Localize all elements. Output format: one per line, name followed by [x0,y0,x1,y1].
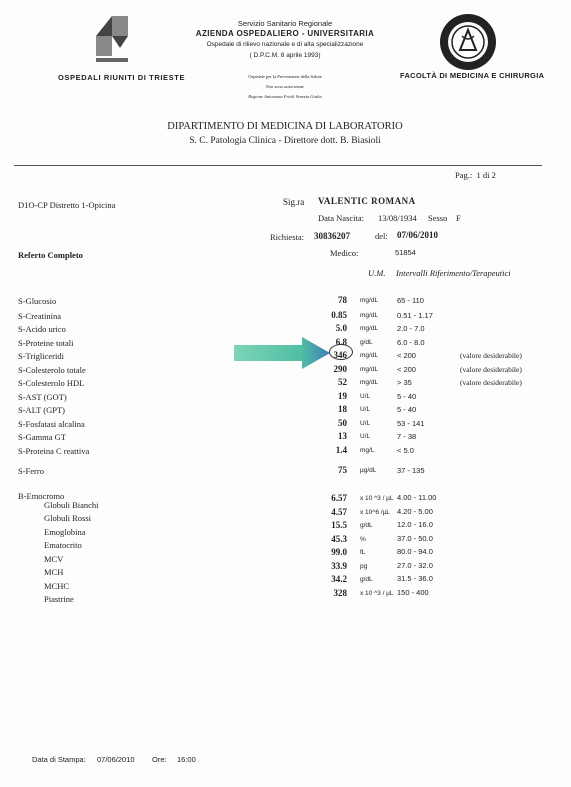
emocromo-unit: x 10 ^3 / µL [360,495,394,502]
highlight-circle [329,344,353,360]
patient-district: D1O-CP Distretto 1-Opicina [18,200,116,210]
emocromo-value: 34.2 [331,574,347,584]
result-range: < 200 [397,365,416,374]
request-number: 30836207 [314,231,350,241]
emocromo-name: Ematocrito [44,540,82,550]
result-name: S-Glucosio [18,296,57,306]
result-unit: mg/dL [360,379,379,386]
request-label: Richiesta: [270,232,304,242]
result-name: S-Gamma GT [18,432,66,442]
result-name: S-Trigliceridi [18,351,64,361]
emocromo-range: 12.0 - 16.0 [397,520,433,529]
result-unit: mg/dL [360,352,379,359]
result-value: 19 [338,391,347,401]
ospedale-description: Ospedale di rilievo nazionale e di alta specializzazione [206,41,364,48]
result-value: 346 [333,350,347,360]
result-range: 5 - 40 [397,405,417,414]
result-unit: U/L [360,393,371,400]
medico-code: 51854 [395,248,416,257]
result-value: 13 [338,431,347,441]
result-value: 52 [338,377,347,387]
emocromo-range: 4.20 - 5.00 [397,507,433,516]
result-unit: mg/dL [360,325,379,332]
page-number: Pag.: 1 di 2 [455,170,496,180]
result-name: S-Creatinina [18,311,61,321]
result-value: 6.8 [335,337,347,347]
emocromo-value: 33.9 [331,561,347,571]
result-unit: U/L [360,433,371,440]
result-range: 2.0 - 7.0 [397,324,425,333]
header-small-line: Ospedale per la Prevenzione della Salute [248,74,322,79]
result-range: 53 - 141 [397,419,425,428]
emocromo-value: 45.3 [331,534,347,544]
emocromo-value: 99.0 [331,547,347,557]
emocromo-value: 15.5 [331,520,347,530]
emocromo-range: 37.0 - 50.0 [397,534,433,543]
print-time-label: Ore: [152,755,167,764]
region-service: Servizio Sanitario Regionale [237,19,333,28]
emocromo-unit: % [360,536,366,543]
result-range: < 5.0 [397,446,414,455]
emocromo-name: MCHC [44,581,70,591]
department-title: DIPARTIMENTO DI MEDICINA DI LABORATORIO [167,121,403,132]
emocromo-range: 150 - 400 [397,588,429,597]
result-range: 37 - 135 [397,466,425,475]
result-unit: mg/dL [360,366,379,373]
header-divider [14,165,542,166]
emocromo-unit: pg [360,563,368,570]
result-value: 78 [338,295,347,305]
result-range: 7 - 38 [397,432,417,441]
emocromo-unit: g/dL [360,522,373,529]
result-range: < 200 [397,351,416,360]
result-name: S-Acido urico [18,324,66,334]
emocromo-range: 4.00 - 11.00 [397,493,437,502]
sex-label: Sesso [428,213,448,223]
result-value: 1.4 [335,445,347,455]
request-date-label: del: [375,231,388,241]
result-name: S-ALT (GPT) [18,405,65,415]
emocromo-value: 6.57 [331,493,347,503]
result-range: > 35 [397,378,412,387]
emocromo-range: 27.0 - 32.0 [397,561,433,570]
highlight-arrow-icon [232,335,332,371]
result-range: 65 - 110 [397,296,424,305]
header-handwritten: Non sono autorizzate [265,84,305,89]
result-unit: U/L [360,406,371,413]
patient-title: Sig.ra [283,197,305,207]
result-note: (valore desiderabile) [460,351,522,360]
result-name: S-Proteine totali [18,338,74,348]
emocromo-unit: fL [360,549,366,556]
print-time: 16:00 [177,755,196,764]
column-um: U.M. [368,268,386,278]
emocromo-name: Globuli Bianchi [44,500,99,510]
emocromo-value: 328 [333,588,347,598]
report-type: Referto Completo [18,250,83,260]
result-range: 6.0 - 8.0 [397,338,425,347]
result-value: 0.85 [331,310,347,320]
result-name: S-Fosfatasi alcalina [18,419,85,429]
request-date: 07/06/2010 [397,230,439,240]
result-name: S-Ferro [18,466,44,476]
emocromo-name: MCV [44,554,64,564]
emocromo-name: Globuli Rossi [44,513,91,523]
result-unit: µg/dL [360,467,377,474]
emocromo-name: MCH [44,567,64,577]
result-unit: mg/dL [360,297,379,304]
emocromo-name: Piastrine [44,594,74,604]
result-value: 18 [338,404,347,414]
result-range: 5 - 40 [397,392,417,401]
result-value: 50 [338,418,347,428]
azienda-name: AZIENDA OSPEDALIERO - UNIVERSITARIA [195,29,375,38]
result-unit: g/dL [360,339,373,346]
result-note: (valore desiderabile) [460,365,522,374]
sex-value: F [456,213,461,223]
result-name: S-Proteina C reattiva [18,446,90,456]
column-ranges: Intervalli Riferimento/Terapeutici [396,268,511,278]
print-date: 07/06/2010 [97,755,135,764]
hospital-name: OSPEDALI RIUNITI DI TRIESTE [58,73,186,82]
patient-name: VALENTIC ROMANA [318,196,416,206]
result-name: S-AST (GOT) [18,392,67,402]
emocromo-value: 4.57 [331,507,347,517]
emocromo-range: 80.0 - 94.0 [397,547,433,556]
emocromo-unit: x 10^6 /µL [360,509,390,516]
birth-date: 13/08/1934 [378,213,417,223]
result-value: 290 [333,364,347,374]
dpcm-reference: ( D.P.C.M. 8 aprile 1993) [249,52,321,59]
emocromo-name: Emoglobina [44,527,86,537]
emocromo-unit: g/dL [360,576,373,583]
print-date-label: Data di Stampa: [32,755,86,764]
emocromo-unit: x 10 ^3 / µL [360,590,394,597]
result-unit: U/L [360,420,371,427]
result-value: 75 [338,465,347,475]
emocromo-title: B-Emocromo [18,491,65,501]
birth-date-label: Data Nascita: [318,213,365,223]
result-unit: mg/dL [360,312,379,319]
unit-title: S. C. Patologia Clinica - Direttore dott. B. Biasioli [189,136,381,146]
region-name: Regione Autonoma Friuli Venezia Giulia [248,94,322,99]
faculty-name: FACOLTÀ DI MEDICINA E CHIRURGIA [400,71,545,80]
result-note: (valore desiderabile) [460,378,522,387]
emocromo-range: 31.5 - 36.0 [397,574,433,583]
hospital-logo-icon [92,14,132,66]
university-seal-icon [438,12,498,72]
result-name: S-Colesterolo totale [18,365,86,375]
result-name: S-Colesterolo HDL [18,378,85,388]
result-range: 0.51 - 1.17 [397,311,433,320]
result-unit: mg/L [360,447,375,454]
medico-label: Medico: [330,248,359,258]
result-value: 5.0 [335,323,347,333]
